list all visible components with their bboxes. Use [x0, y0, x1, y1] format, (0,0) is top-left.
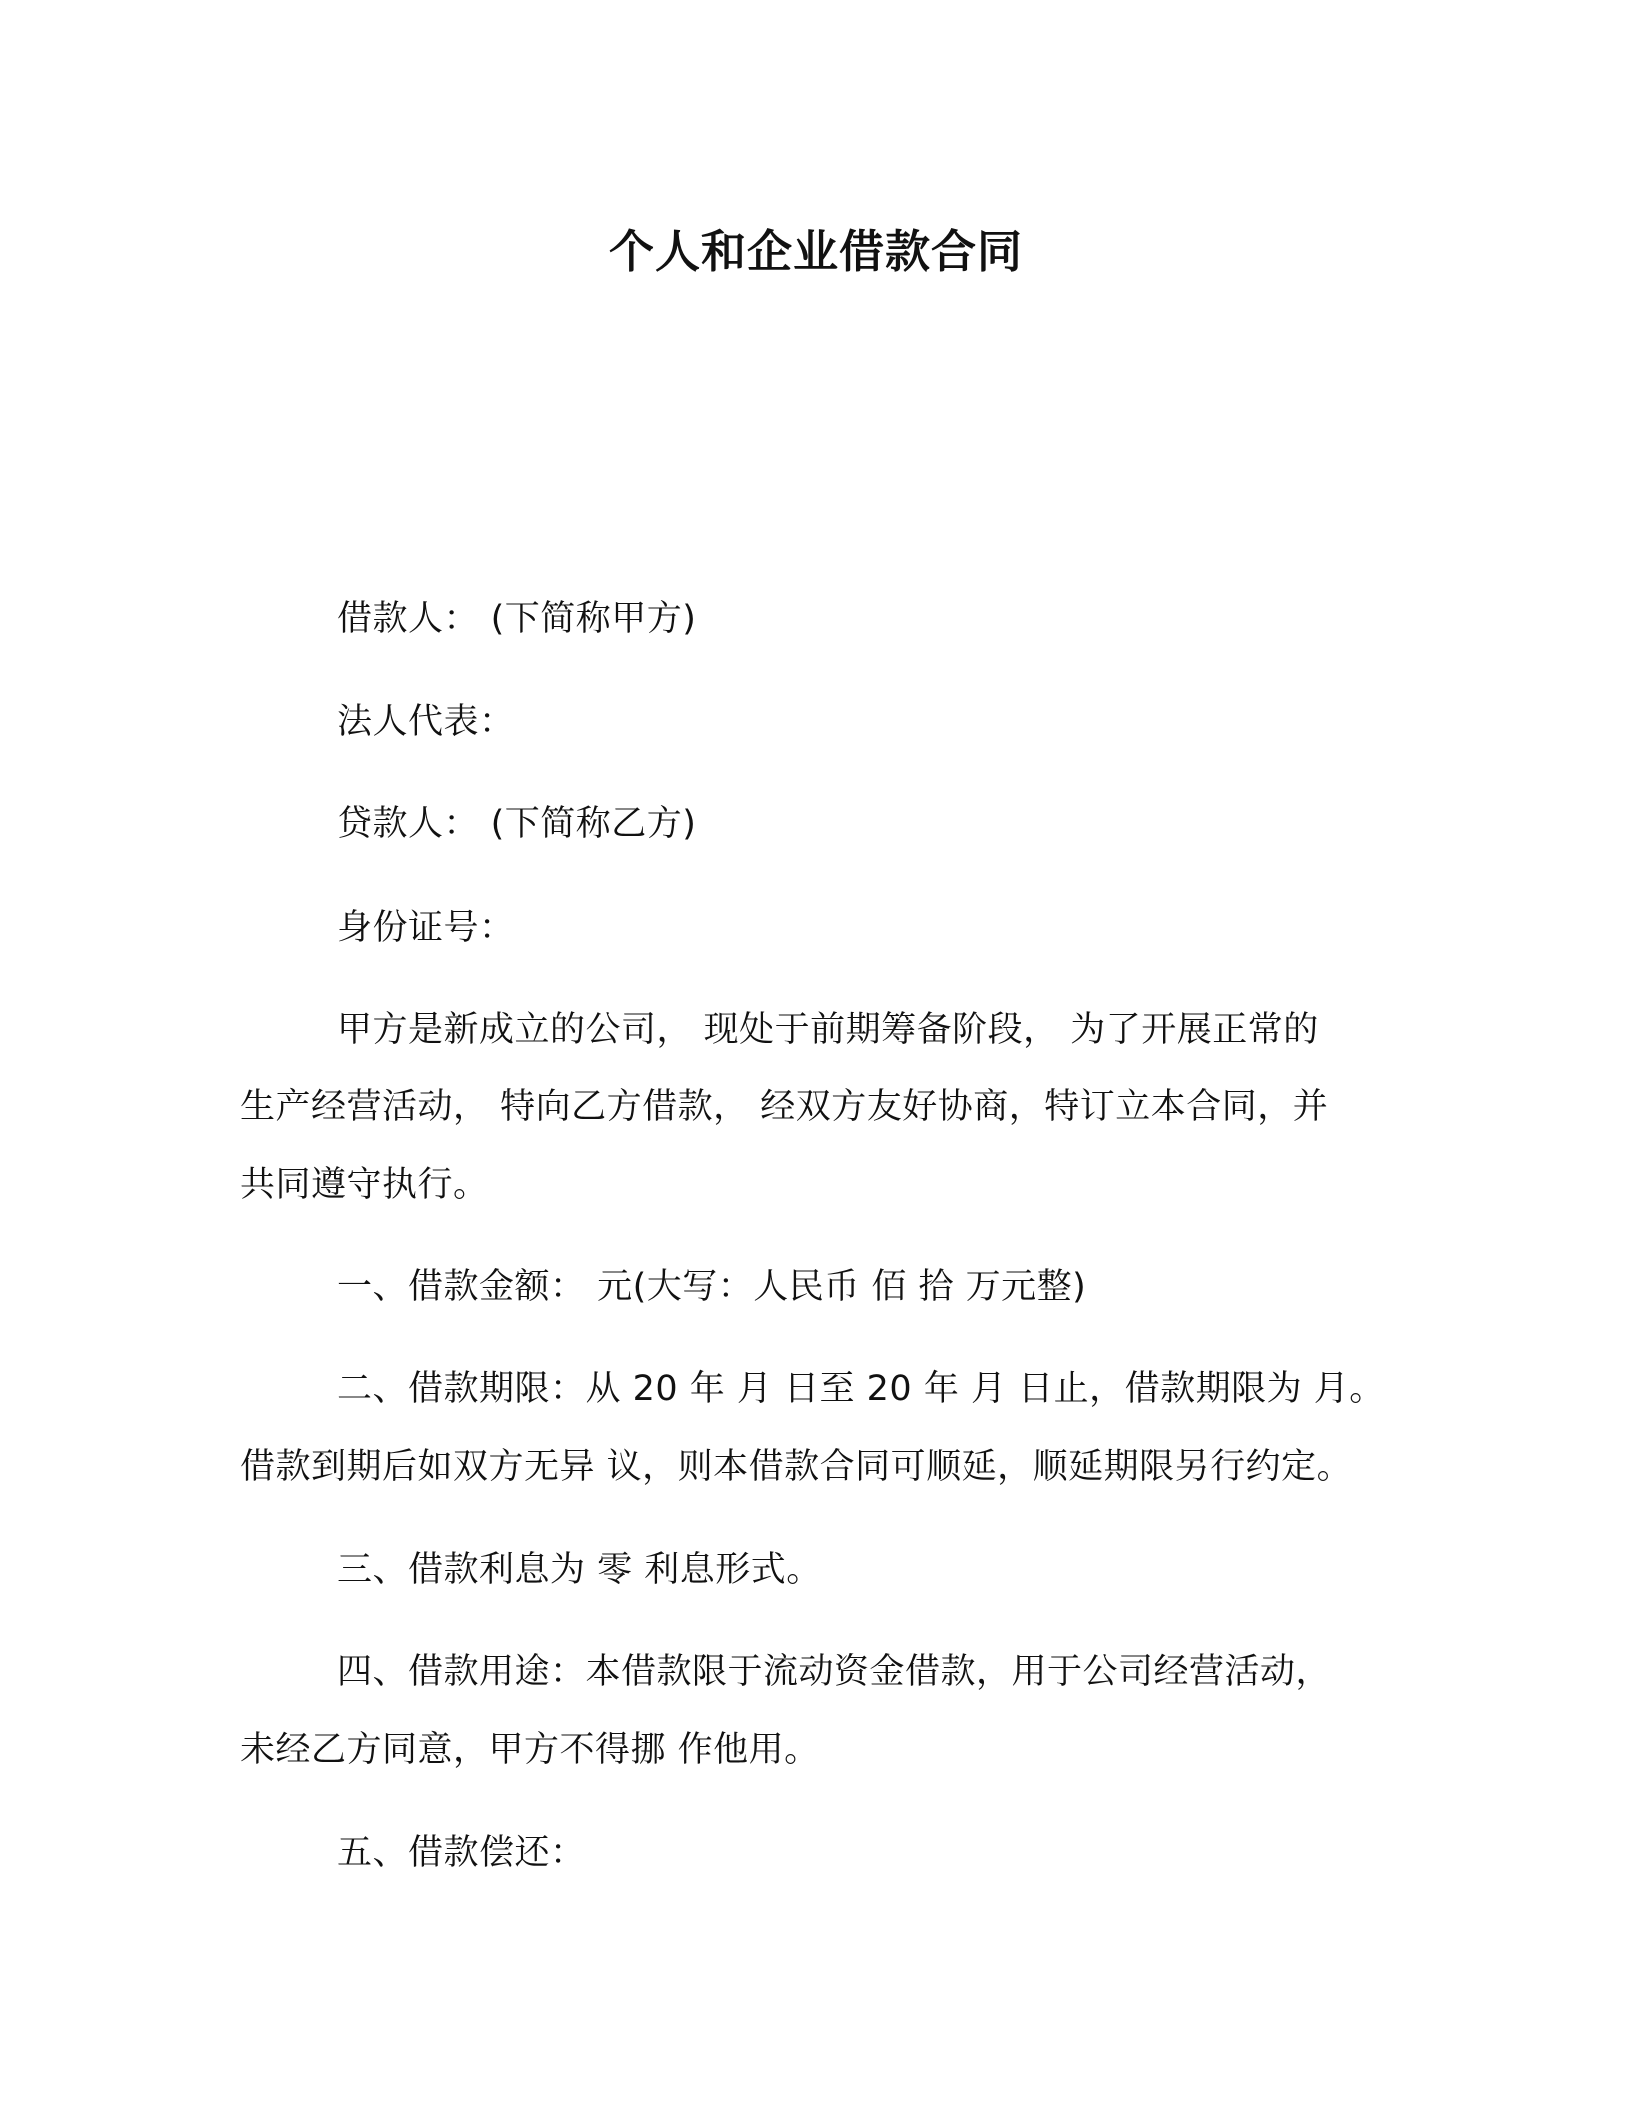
borrower-line: 借款人： (下简称甲方)	[337, 599, 697, 639]
preamble-line-3: 共同遵守执行。	[240, 1165, 489, 1205]
clause-4-purpose-line-2: 未经乙方同意，甲方不得挪 作他用。	[240, 1730, 820, 1770]
clause-1-loan-amount: 一、借款金额： 元(大写：人民币 佰 拾 万元整)	[337, 1267, 1087, 1307]
clause-2-loan-term-line-1: 二、借款期限：从 20 年 月 日至 20 年 月 日止，借款期限为 月。	[337, 1369, 1385, 1409]
document-title: 个人和企业借款合同	[608, 225, 1023, 278]
preamble-line-2: 生产经营活动， 特向乙方借款， 经双方友好协商，特订立本合同，并	[240, 1087, 1329, 1127]
clause-3-interest: 三、借款利息为 零 利息形式。	[337, 1550, 822, 1590]
preamble-line-1: 甲方是新成立的公司， 现处于前期筹备阶段， 为了开展正常的	[337, 1010, 1319, 1050]
clause-2-loan-term-line-2: 借款到期后如双方无异 议，则本借款合同可顺延，顺延期限另行约定。	[240, 1447, 1353, 1487]
lender-line: 贷款人： (下简称乙方)	[337, 804, 697, 844]
id-number-line: 身份证号：	[337, 908, 515, 948]
clause-4-purpose-line-1: 四、借款用途：本借款限于流动资金借款，用于公司经营活动，	[337, 1652, 1332, 1692]
clause-5-repayment: 五、借款偿还：	[337, 1833, 586, 1873]
legal-representative-line: 法人代表：	[337, 702, 515, 742]
